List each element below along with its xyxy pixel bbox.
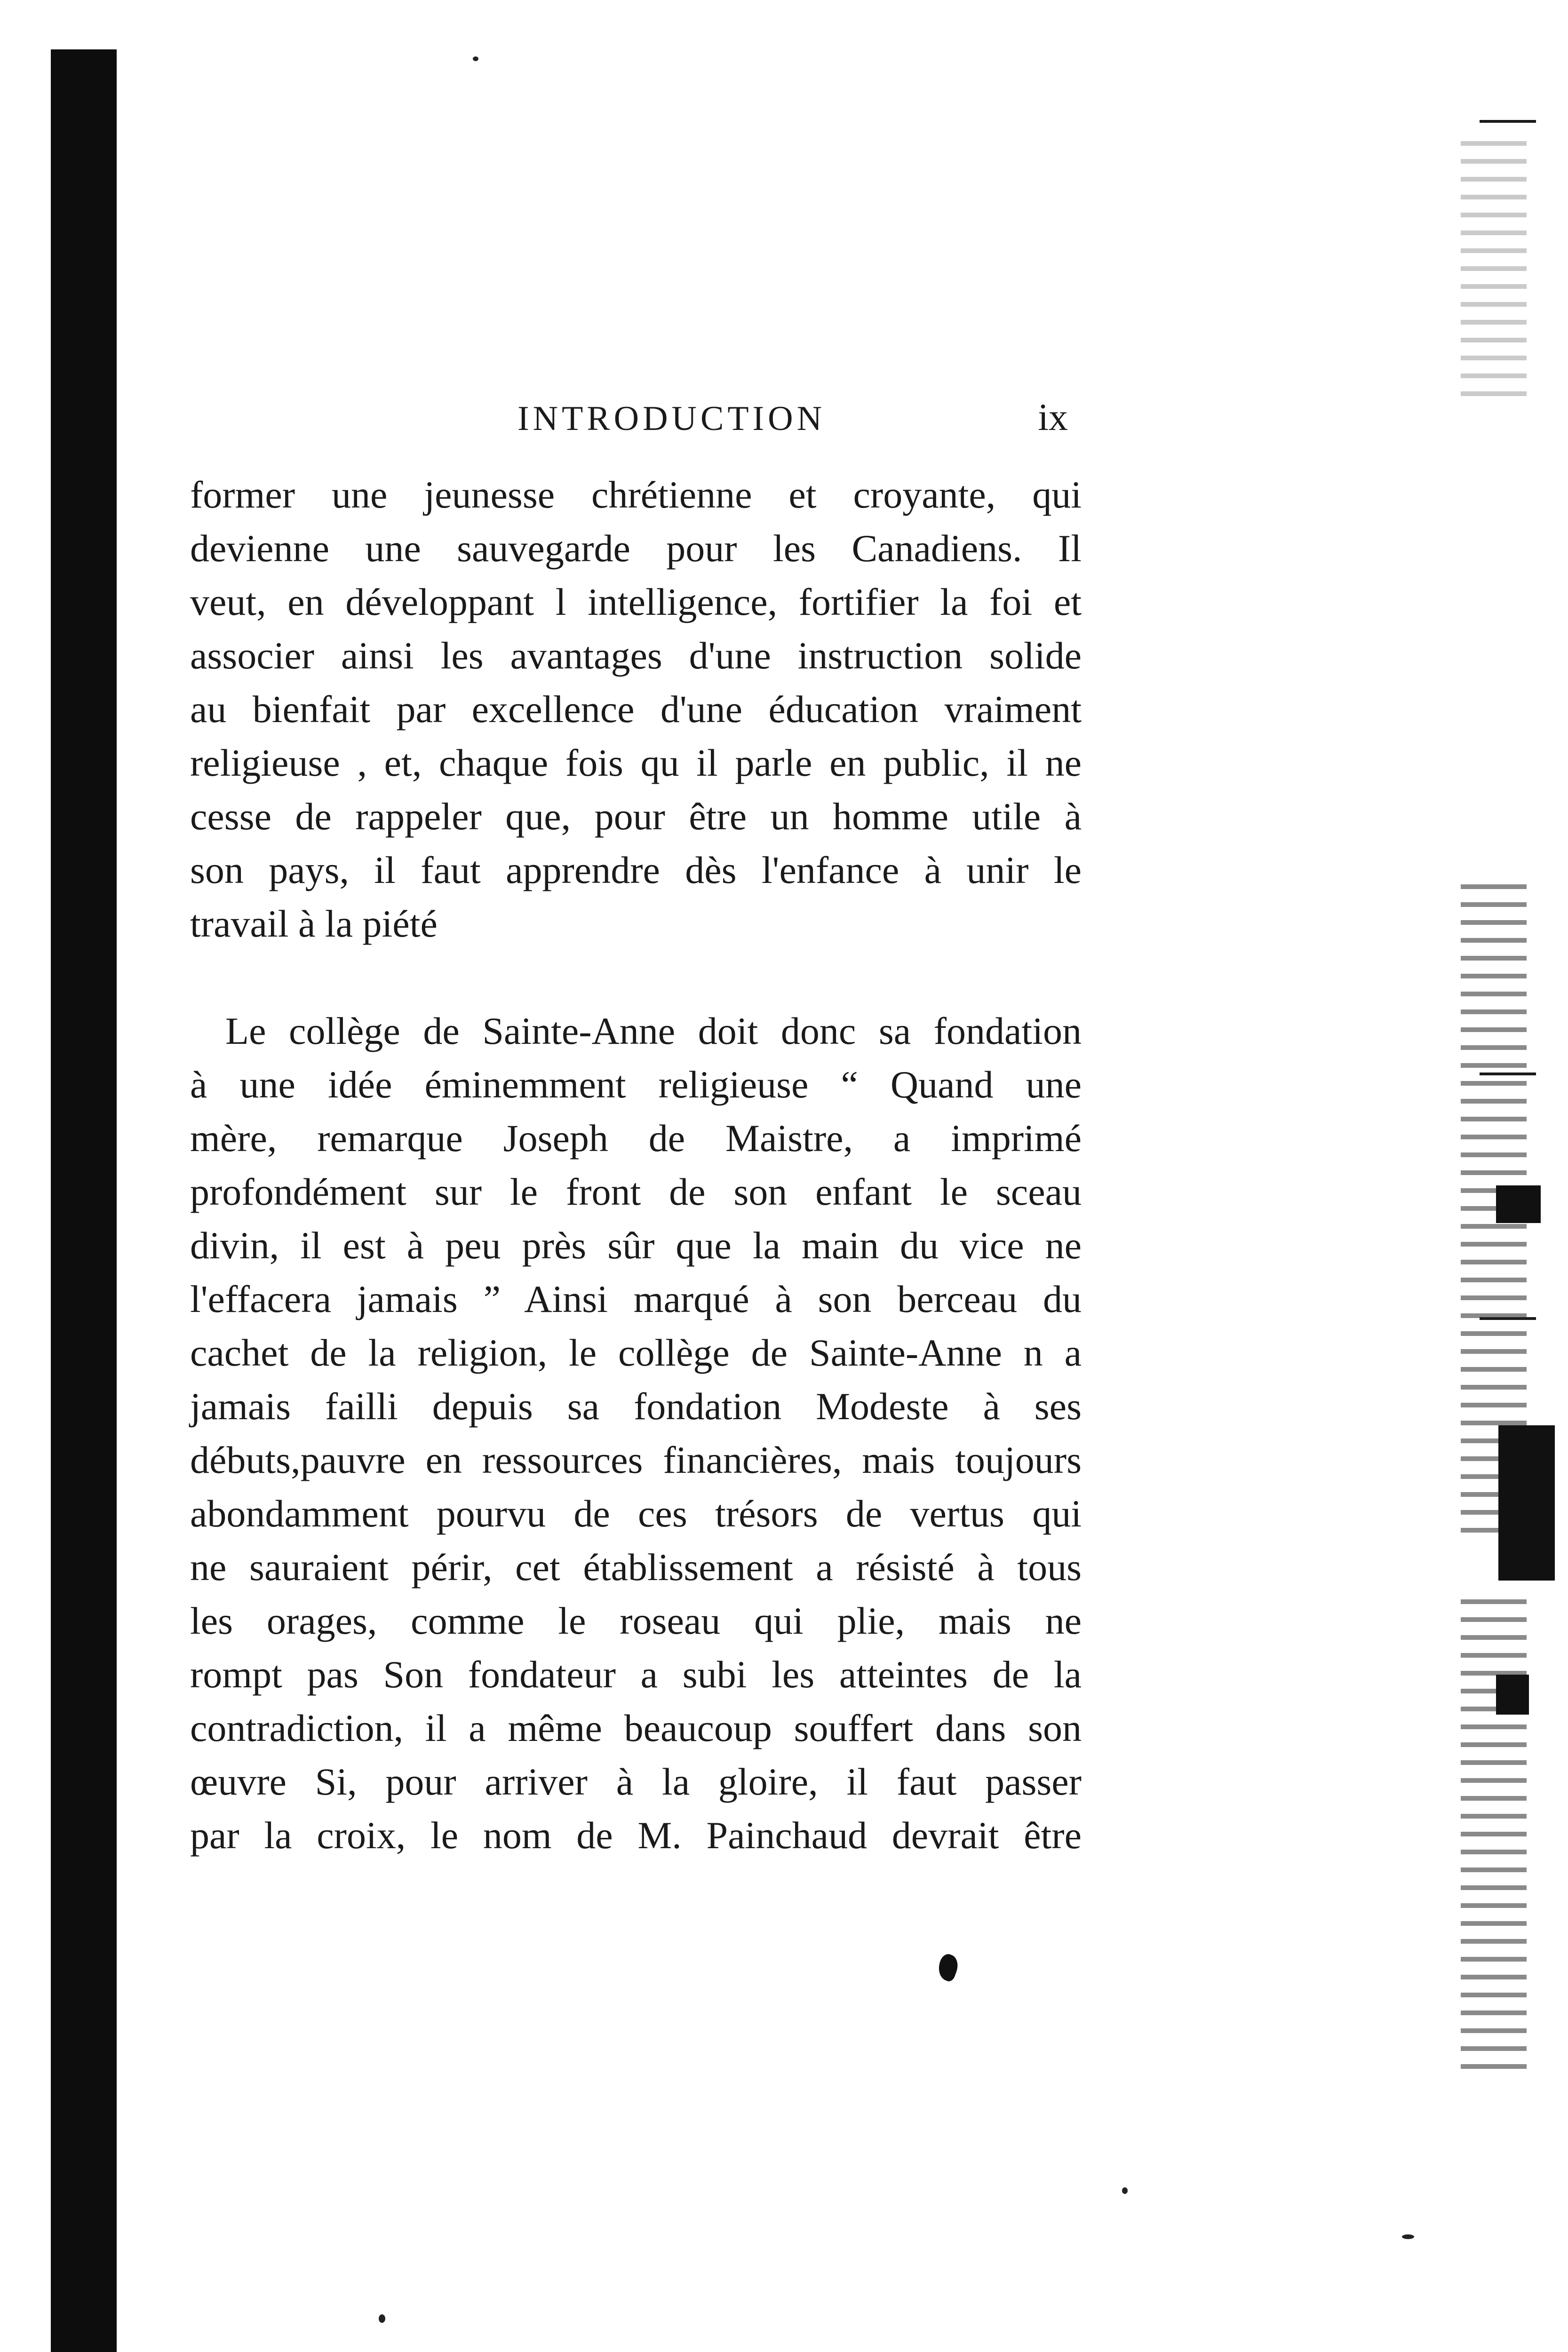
text-line: travail à la piété <box>190 902 438 945</box>
edge-noise <box>1461 141 1527 405</box>
fleuron-ornament <box>935 1952 961 1983</box>
text-line: divin, il est à peu près sûr que la main du vice ne <box>190 1224 1082 1267</box>
paragraph-gap <box>190 951 1082 1004</box>
text-line: l'effacera jamais ” Ainsi marqué à son berceau du <box>190 1278 1082 1320</box>
text-line: les orages, comme le roseau qui plie, mais ne <box>190 1599 1082 1642</box>
edge-block <box>1496 1675 1529 1715</box>
text-line: profondément sur le front de son enfant le sceau <box>190 1170 1082 1213</box>
edge-noise <box>1461 1599 1527 2070</box>
text-line: veut, en développant l intelligence, fortifier la foi et <box>190 580 1082 623</box>
text-line: rompt pas Son fondateur a subi les atteintes de la <box>190 1653 1082 1696</box>
text-line: débuts,pauvre en ressources financières, mais toujours <box>190 1438 1082 1481</box>
page-header <box>517 395 1068 442</box>
running-head: INTRODUCTION <box>517 399 826 438</box>
adjacent-page-edge <box>1451 0 1568 2352</box>
print-speck <box>473 56 478 61</box>
binding-shadow <box>51 49 117 2352</box>
edge-block <box>1498 1425 1555 1581</box>
page-number: ix <box>1038 396 1068 438</box>
text-line: cachet de la religion, le collège de Sainte-Anne n a <box>190 1331 1082 1374</box>
text-line: abondamment pourvu de ces trésors de vertus qui <box>190 1492 1082 1535</box>
text-line: son pays, il faut apprendre dès l'enfance à unir le <box>190 849 1082 891</box>
text-line: cesse de rappeler que, pour être un homme utile à <box>190 795 1082 838</box>
paragraph-2 <box>190 1004 1082 1862</box>
text-line: former une jeunesse chrétienne et croyante, qui <box>190 473 1082 516</box>
edge-rule <box>1480 120 1536 123</box>
text-line: ne sauraient périr, cet établissement a résisté à tous <box>190 1546 1082 1589</box>
print-speck <box>1402 2234 1414 2239</box>
print-speck <box>379 2314 385 2323</box>
text-line: œuvre Si, pour arriver à la gloire, il faut passer <box>190 1760 1082 1803</box>
text-line: associer ainsi les avantages d'une instruction solide <box>190 634 1082 677</box>
edge-block <box>1496 1185 1541 1223</box>
text-line: religieuse , et, chaque fois qu il parle en public, il ne <box>190 741 1082 784</box>
text-line: jamais failli depuis sa fondation Modeste à ses <box>190 1385 1082 1428</box>
text-line: à une idée éminemment religieuse “ Quand une <box>190 1063 1082 1106</box>
text-line: Le collège de Sainte-Anne doit donc sa fondation <box>225 1009 1082 1052</box>
text-line: contradiction, il a même beaucoup souffert dans son <box>190 1707 1082 1749</box>
paragraph-1 <box>190 468 1082 951</box>
text-line: par la croix, le nom de M. Painchaud devrait être <box>190 1814 1082 1857</box>
print-speck <box>1122 2187 1128 2194</box>
body-text <box>190 468 1082 1862</box>
text-line: mère, remarque Joseph de Maistre, a imprimé <box>190 1117 1082 1160</box>
text-line: au bienfait par excellence d'une éducation vraiment <box>190 688 1082 731</box>
text-line: devienne une sauvegarde pour les Canadiens. Il <box>190 527 1082 570</box>
